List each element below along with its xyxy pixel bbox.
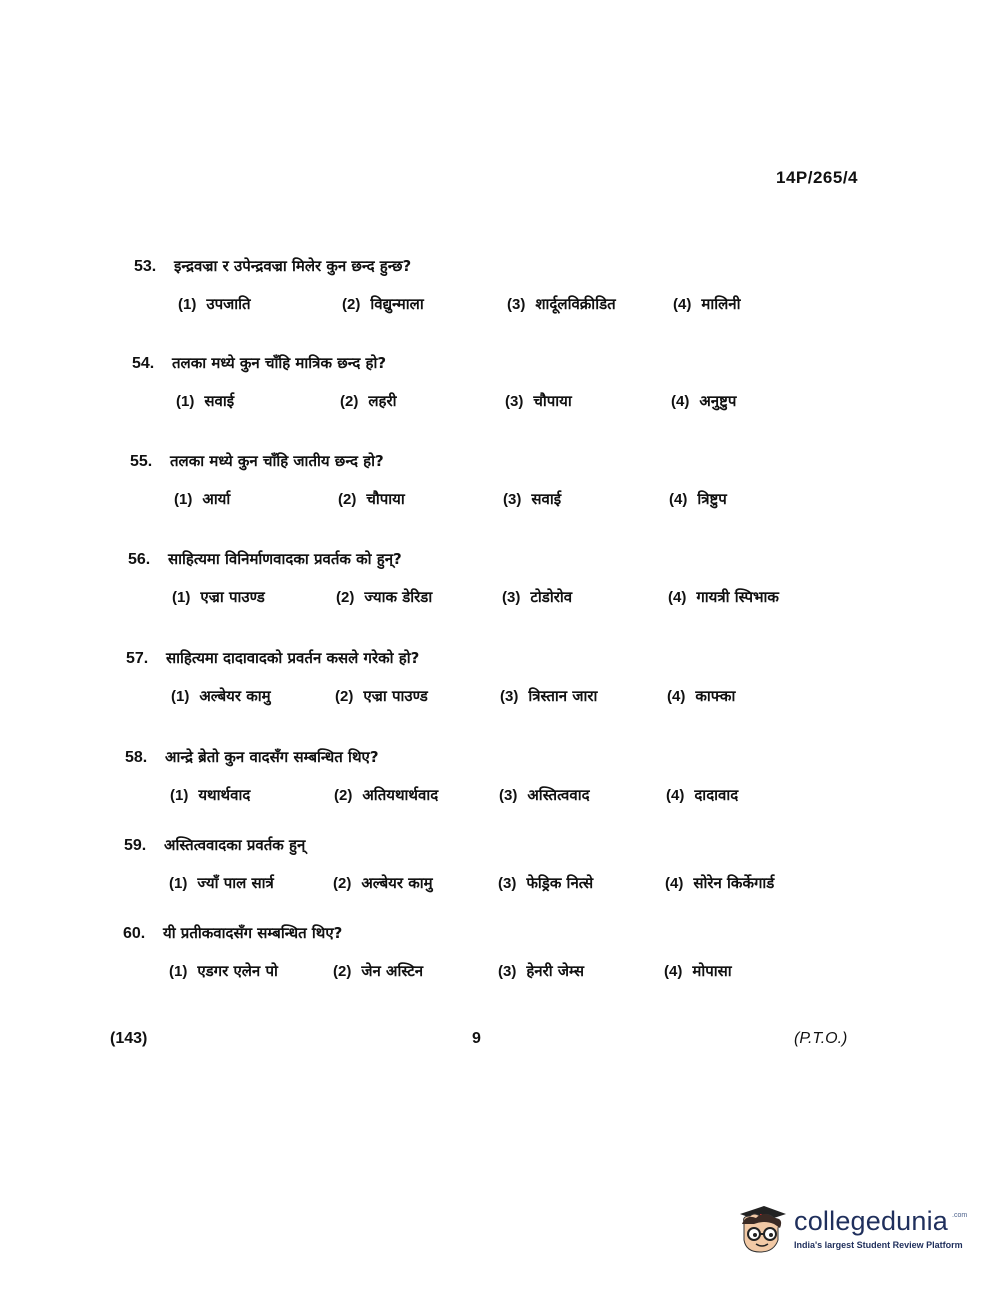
option-4: (4) सोरेन किर्केगार्ड: [665, 874, 775, 892]
question-55: [0, 451, 993, 541]
question-text: तलका मध्ये कुन चाँहि मात्रिक छन्द हो?: [172, 354, 387, 372]
option-2: (2) अतियथार्थवाद: [334, 786, 439, 804]
option-2: (2) अल्बेयर कामु: [333, 874, 433, 892]
question-number: 53.: [134, 258, 157, 275]
option-4: (4) मोपासा: [664, 962, 732, 980]
option-1: (1) उपजाति: [178, 295, 251, 313]
question-56: [0, 549, 993, 639]
option-3: (3) शार्दूलविक्रीडित: [507, 295, 616, 313]
question-number: 56.: [128, 551, 151, 568]
option-3: (3) चौपाया: [505, 392, 572, 410]
option-4: (4) त्रिष्टुप: [669, 490, 727, 508]
question-57: [0, 648, 993, 738]
option-1: (1) एडगर एलेन पो: [169, 962, 278, 980]
option-1: (1) एज्रा पाउण्ड: [172, 588, 265, 606]
option-1: (1) अल्बेयर कामु: [171, 687, 271, 705]
option-1: (1) आर्या: [174, 490, 231, 508]
brand-name: collegedunia: [794, 1206, 949, 1236]
pto-label: (P.T.O.): [794, 1030, 848, 1047]
question-text: इन्द्रवज्रा र उपेन्द्रवज्रा मिलेर कुन छन्द हुन्छ?: [174, 257, 412, 275]
question-number: 55.: [130, 453, 153, 470]
option-3: (3) त्रिस्तान जारा: [500, 687, 598, 705]
option-3: (3) हेनरी जेम्स: [498, 962, 585, 980]
question-text: तलका मध्ये कुन चाँहि जातीय छन्द हो?: [170, 452, 384, 470]
option-2: (2) लहरी: [340, 392, 397, 410]
question-text: अस्तित्ववादका प्रवर्तक हुन्: [164, 836, 306, 854]
option-4: (4) मालिनी: [673, 295, 741, 313]
brand-tagline: India's largest Student Review Platform: [794, 1240, 963, 1250]
page-number: 9: [472, 1030, 481, 1047]
footer-serial: (143): [110, 1030, 148, 1047]
option-3: (3) सवाई: [503, 490, 562, 508]
question-number: 60.: [123, 925, 146, 942]
question-number: 54.: [132, 355, 155, 372]
option-2: (2) चौपाया: [338, 490, 405, 508]
option-4: (4) अनुष्टुप: [671, 392, 737, 410]
option-2: (2) जेन अस्टिन: [333, 962, 424, 980]
question-text: यी प्रतीकवादसँग सम्बन्धित थिए?: [163, 924, 343, 942]
question-text: साहित्यमा दादावादको प्रवर्तन कसले गरेको हो?: [166, 649, 420, 667]
question-text: आन्द्रे ब्रेतो कुन वादसँग सम्बन्धित थिए?: [165, 748, 379, 766]
option-4: (4) काफ्का: [667, 687, 736, 705]
option-2: (2) एज्रा पाउण्ड: [335, 687, 428, 705]
mascot-logo-icon: [734, 1200, 790, 1256]
brand-domain: .com: [952, 1212, 968, 1219]
question-60: [0, 923, 993, 1013]
question-54: [0, 353, 993, 443]
option-1: (1) ज्याँ पाल सार्त्र: [169, 874, 274, 892]
question-number: 57.: [126, 650, 149, 667]
option-4: (4) दादावाद: [666, 786, 739, 804]
option-3: (3) अस्तित्ववाद: [499, 786, 590, 804]
option-2: (2) ज्याक डेरिडा: [336, 588, 433, 606]
question-number: 59.: [124, 837, 147, 854]
option-1: (1) सवाई: [176, 392, 235, 410]
question-59: [0, 835, 993, 925]
paper-code: 14P/265/4: [776, 168, 859, 187]
question-58: [0, 747, 993, 837]
option-4: (4) गायत्री स्पिभाक: [668, 588, 779, 606]
brand-watermark: [734, 1196, 968, 1260]
option-1: (1) यथार्थवाद: [170, 786, 251, 804]
option-3: (3) टोडोरोव: [502, 588, 573, 606]
question-53: [0, 256, 993, 346]
option-2: (2) विद्युन्माला: [342, 295, 424, 313]
question-number: 58.: [125, 749, 148, 766]
question-text: साहित्यमा विनिर्माणवादका प्रवर्तक को हुन्?: [168, 550, 402, 568]
option-3: (3) फेड्रिक नित्से: [498, 874, 594, 892]
